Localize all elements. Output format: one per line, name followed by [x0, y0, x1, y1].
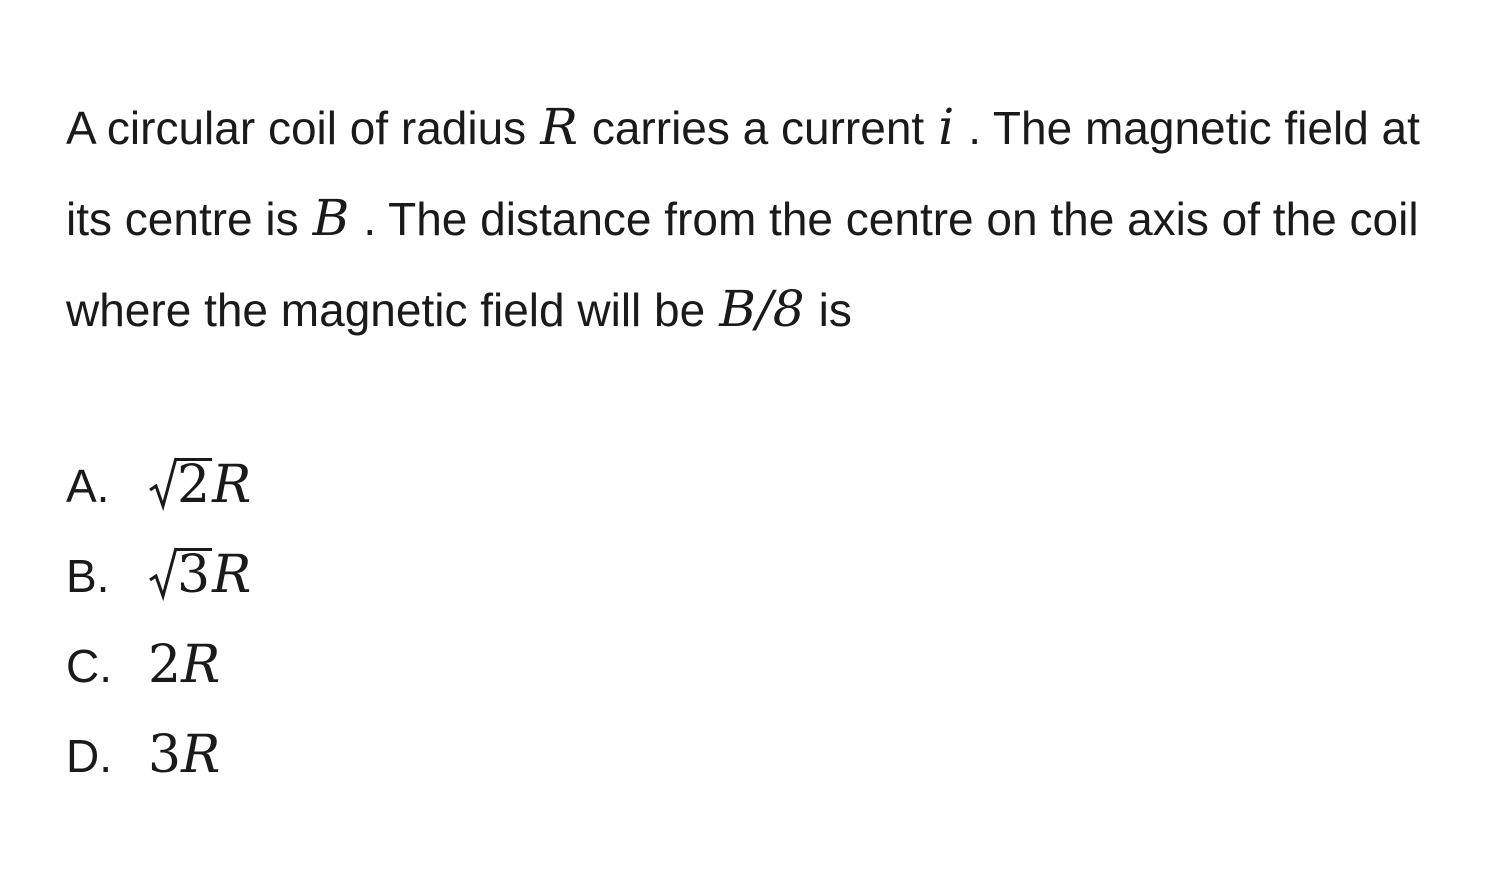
- option-a-radicand: 2: [177, 455, 211, 515]
- option-a-letter: A.: [66, 460, 110, 512]
- question-part-1: A circular coil of radius: [66, 102, 527, 154]
- sqrt-symbol: [148, 530, 212, 620]
- field-fraction-expression: B/8: [719, 280, 805, 338]
- question-part-5: is: [818, 284, 852, 336]
- option-d-letter: D.: [66, 730, 112, 782]
- option-b[interactable]: [66, 530, 251, 620]
- option-b-radicand: 3: [177, 545, 211, 605]
- option-b-expression: [148, 530, 251, 620]
- option-d-expression: [148, 710, 220, 800]
- question-part-3: . The magnetic field at its centre is: [66, 102, 1420, 245]
- option-d-coefficient: 3: [148, 725, 182, 785]
- option-c[interactable]: [66, 620, 220, 710]
- option-c-coefficient: 2: [148, 635, 182, 695]
- option-a[interactable]: [66, 440, 251, 530]
- option-a-expression: [148, 440, 251, 530]
- question-part-2: carries a current: [591, 102, 925, 154]
- current-variable: i: [938, 98, 955, 156]
- option-a-variable: R: [212, 455, 252, 515]
- option-d-variable: R: [181, 725, 221, 785]
- field-variable: B: [312, 189, 350, 247]
- option-c-letter: C.: [66, 640, 112, 692]
- option-c-variable: R: [181, 635, 221, 695]
- radius-variable: R: [540, 98, 578, 156]
- question-text: [66, 82, 1456, 355]
- option-d[interactable]: [66, 710, 220, 800]
- sqrt-symbol: [148, 440, 212, 530]
- question-part-4: . The distance from the centre on the axis of the coil where the magnetic field will be: [66, 193, 1419, 336]
- option-b-letter: B.: [66, 550, 110, 602]
- option-b-variable: R: [212, 545, 252, 605]
- option-c-expression: [148, 620, 220, 710]
